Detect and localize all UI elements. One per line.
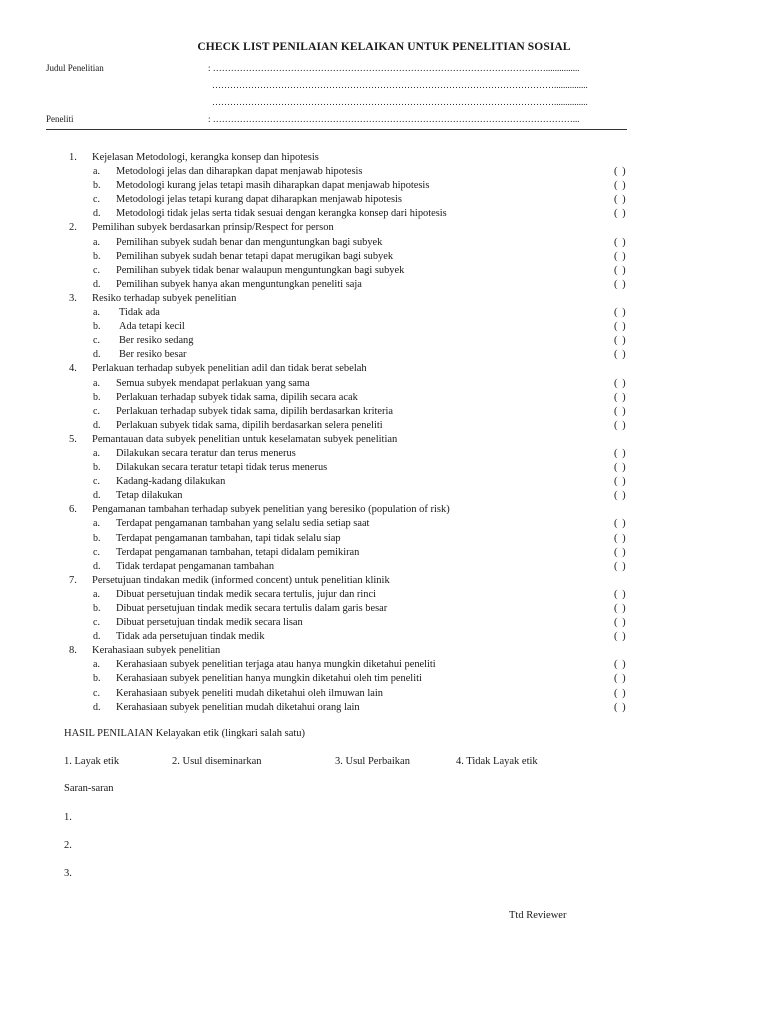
option-checkbox[interactable]: ( ) (614, 462, 627, 474)
option-letter: b. (93, 391, 101, 403)
option-row (0, 461, 768, 475)
option-text: Metodologi kurang jelas tetapi masih diharapkan dapat menjawab hipotesis (116, 180, 430, 192)
option-row (0, 517, 768, 531)
option-text: Ber resiko sedang (119, 335, 194, 347)
option-row (0, 672, 768, 686)
option-letter: c. (93, 264, 100, 276)
option-row (0, 306, 768, 320)
option-checkbox[interactable]: ( ) (614, 194, 627, 206)
option-checkbox[interactable]: ( ) (614, 659, 627, 671)
option-text: Perlakuan terhadap subyek tidak sama, dipilih secara acak (116, 391, 358, 403)
option-checkbox[interactable]: ( ) (614, 631, 627, 643)
option-row (0, 391, 768, 405)
option-checkbox[interactable]: ( ) (614, 321, 627, 333)
option-text: Metodologi tidak jelas serta tidak sesuai dengan kerangka konsep dari hipotesis (116, 208, 447, 220)
section-number: 2. (69, 222, 77, 234)
section-title: Pengamanan tambahan terhadap subyek penelitian yang beresiko (population of risk) (92, 504, 450, 516)
option-letter: c. (93, 476, 100, 488)
option-letter: c. (93, 617, 100, 629)
option-checkbox[interactable]: ( ) (614, 560, 627, 572)
page-title: CHECK LIST PENILAIAN KELAIKAN UNTUK PENELITIAN SOSIAL (197, 41, 571, 53)
section-heading (0, 221, 768, 235)
option-row (0, 658, 768, 672)
option-text: Pemilihan subyek sudah benar dan menguntungkan bagi subyek (116, 236, 383, 248)
option-text: Perlakuan terhadap subyek tidak sama, dipilih berdasarkan kriteria (116, 405, 393, 417)
option-letter: d. (93, 631, 101, 643)
judul-dots-2: ……………………………………………………………………………………………………............... (212, 80, 588, 90)
option-text: Terdapat pengamanan tambahan, tetapi didalam pemikiran (116, 546, 360, 558)
checklist (0, 151, 768, 715)
option-row (0, 179, 768, 193)
option-row (0, 405, 768, 419)
option-letter: d. (93, 419, 101, 431)
option-row (0, 278, 768, 292)
option-row (0, 588, 768, 602)
option-row (0, 546, 768, 560)
section-title: Kejelasan Metodologi, kerangka konsep dan hipotesis (92, 152, 319, 163)
section-title: Perlakuan terhadap subyek penelitian adil dan tidak berat sebelah (92, 363, 367, 375)
section-heading (0, 151, 768, 165)
option-checkbox[interactable]: ( ) (614, 701, 627, 713)
saran-item-2: 2. (64, 840, 72, 851)
option-text: Terdapat pengamanan tambahan yang selalu sedia setiap saat (116, 518, 370, 530)
option-checkbox[interactable]: ( ) (614, 673, 627, 685)
option-row (0, 447, 768, 461)
option-row (0, 193, 768, 207)
option-text: Kadang-kadang dilakukan (116, 476, 226, 488)
option-letter: a. (93, 518, 100, 530)
option-text: Dibuat persetujuan tindak medik secara tertulis, jujur dan rinci (116, 588, 376, 600)
option-text: Dilakukan secara teratur tetapi tidak terus menerus (116, 462, 328, 474)
option-letter: b. (93, 250, 101, 262)
option-letter: b. (93, 673, 101, 685)
option-letter: a. (93, 447, 100, 459)
option-letter: d. (93, 278, 101, 290)
section-title: Resiko terhadap subyek penelitian (92, 292, 237, 304)
judul-dots-1: : …………………………………………………………………………………………………............... (208, 63, 580, 73)
section-title: Persetujuan tindakan medik (informed concent) untuk penelitian klinik (92, 574, 390, 586)
option-letter: c. (93, 687, 100, 699)
option-checkbox[interactable]: ( ) (614, 236, 627, 248)
option-letter: a. (93, 307, 100, 319)
saran-item-1: 1. (64, 812, 72, 823)
option-checkbox[interactable]: ( ) (614, 180, 627, 192)
section-heading (0, 433, 768, 447)
option-checkbox[interactable]: ( ) (614, 166, 627, 178)
option-text: Dilakukan secara teratur dan terus menerus (116, 447, 296, 459)
option-row (0, 377, 768, 391)
option-row (0, 165, 768, 179)
option-letter: a. (93, 377, 100, 389)
option-row (0, 475, 768, 489)
option-checkbox[interactable]: ( ) (614, 208, 627, 220)
option-text: Tidak ada persetujuan tindak medik (116, 631, 265, 643)
option-text: Ada tetapi kecil (119, 321, 185, 333)
option-letter: b. (93, 462, 101, 474)
option-text: Kerahasiaan subyek peneliti mudah diketahui oleh ilmuwan lain (116, 687, 383, 699)
section-number: 5. (69, 433, 77, 445)
option-letter: d. (93, 349, 101, 361)
saran-label: Saran-saran (64, 783, 114, 794)
option-row (0, 250, 768, 264)
peneliti-dots: : …………………………………………………………………………………………………………... (208, 114, 580, 124)
option-text: Pemilihan subyek sudah benar tetapi dapat merugikan bagi subyek (116, 250, 394, 262)
header-divider (46, 129, 627, 130)
reviewer-signature: Ttd Reviewer (509, 910, 567, 921)
section-number: 6. (69, 504, 77, 516)
option-checkbox[interactable]: ( ) (614, 391, 627, 403)
option-text: Semua subyek mendapat perlakuan yang sama (116, 377, 310, 389)
option-letter: b. (93, 321, 101, 333)
option-row (0, 602, 768, 616)
option-letter: c. (93, 405, 100, 417)
section-heading (0, 362, 768, 376)
section-heading (0, 292, 768, 306)
option-checkbox[interactable]: ( ) (614, 490, 627, 502)
option-row (0, 489, 768, 503)
option-checkbox[interactable]: ( ) (614, 307, 627, 319)
option-row (0, 348, 768, 362)
section-title: Kerahasiaan subyek penelitian (92, 645, 221, 657)
option-text: Tetap dilakukan (116, 490, 183, 502)
option-checkbox[interactable]: ( ) (614, 335, 627, 347)
section-number: 3. (69, 292, 77, 304)
option-row (0, 560, 768, 574)
section-heading (0, 503, 768, 517)
section-title: Pemantauan data subyek penelitian untuk keselamatan subyek penelitian (92, 433, 398, 445)
option-row (0, 207, 768, 221)
option-text: Kerahasiaan subyek penelitian terjaga atau hanya mungkin diketahui peneliti (116, 659, 436, 671)
option-row (0, 532, 768, 546)
option-text: Pemilihan subyek hanya akan menguntungkan peneliti saja (116, 278, 362, 290)
option-letter: a. (93, 166, 100, 178)
option-letter: d. (93, 208, 101, 220)
option-checkbox[interactable]: ( ) (614, 617, 627, 629)
option-text: Kerahasiaan subyek penelitian mudah diketahui orang lain (116, 701, 360, 713)
option-checkbox[interactable]: ( ) (614, 447, 627, 459)
option-letter: d. (93, 560, 101, 572)
peneliti-label: Peneliti (46, 114, 74, 124)
section-heading (0, 574, 768, 588)
option-checkbox[interactable]: ( ) (614, 687, 627, 699)
judul-dots-3: ……………………………………………………………………………………………………............... (212, 97, 588, 107)
judul-label: Judul Penelitian (46, 63, 104, 73)
option-letter: a. (93, 659, 100, 671)
option-letter: c. (93, 194, 100, 206)
hasil-choice-4[interactable]: 4. Tidak Layak etik (456, 756, 538, 767)
option-checkbox[interactable]: ( ) (614, 603, 627, 614)
option-letter: c. (93, 335, 100, 347)
hasil-choice-2[interactable]: 2. Usul diseminarkan (172, 756, 262, 767)
option-checkbox[interactable]: ( ) (614, 377, 627, 389)
section-title: Pemilihan subyek berdasarkan prinsip/Respect for person (92, 222, 334, 234)
option-letter: c. (93, 546, 100, 558)
option-letter: a. (93, 236, 100, 248)
option-text: Metodologi jelas tetapi kurang dapat diharapkan menjawab hipotesis (116, 194, 402, 206)
option-letter: b. (93, 180, 101, 192)
option-checkbox[interactable]: ( ) (614, 349, 627, 361)
section-number: 8. (69, 645, 77, 657)
option-text: Pemilihan subyek tidak benar walaupun menguntungkan bagi subyek (116, 264, 405, 276)
option-row (0, 236, 768, 250)
option-checkbox[interactable]: ( ) (614, 546, 627, 558)
option-text: Ber resiko besar (119, 349, 187, 361)
option-row (0, 630, 768, 644)
option-text: Dibuat persetujuan tindak medik secara lisan (116, 617, 303, 629)
saran-item-3: 3. (64, 868, 72, 879)
option-checkbox[interactable]: ( ) (614, 278, 627, 290)
option-letter: d. (93, 490, 101, 502)
option-row (0, 701, 768, 715)
option-checkbox[interactable]: ( ) (614, 264, 627, 276)
option-row (0, 616, 768, 630)
option-checkbox[interactable]: ( ) (614, 250, 627, 262)
hasil-heading: HASIL PENILAIAN Kelayakan etik (lingkari salah satu) (64, 728, 306, 739)
option-text: Terdapat pengamanan tambahan, tapi tidak selalu siap (116, 532, 341, 544)
option-checkbox[interactable]: ( ) (614, 518, 627, 530)
option-checkbox[interactable]: ( ) (614, 476, 627, 488)
option-checkbox[interactable]: ( ) (614, 405, 627, 417)
option-letter: b. (93, 603, 101, 614)
option-checkbox[interactable]: ( ) (614, 419, 627, 431)
section-number: 1. (69, 152, 77, 163)
option-row (0, 419, 768, 433)
option-text: Perlakuan subyek tidak sama, dipilih berdasarkan selera peneliti (116, 419, 383, 431)
option-text: Tidak ada (119, 307, 160, 319)
hasil-choice-1[interactable]: 1. Layak etik (64, 756, 120, 767)
option-text: Tidak terdapat pengamanan tambahan (116, 560, 275, 572)
option-checkbox[interactable]: ( ) (614, 532, 627, 544)
option-checkbox[interactable]: ( ) (614, 588, 627, 600)
option-letter: a. (93, 588, 100, 600)
option-text: Metodologi jelas dan diharapkan dapat menjawab hipotesis (116, 166, 363, 178)
option-row (0, 334, 768, 348)
hasil-choice-3[interactable]: 3. Usul Perbaikan (335, 756, 410, 767)
section-number: 4. (69, 363, 77, 375)
option-text: Dibuat persetujuan tindak medik secara tertulis dalam garis besar (116, 603, 388, 614)
option-letter: d. (93, 701, 101, 713)
section-number: 7. (69, 574, 77, 586)
section-heading (0, 644, 768, 658)
option-letter: b. (93, 532, 101, 544)
option-row (0, 320, 768, 334)
option-row (0, 264, 768, 278)
option-text: Kerahasiaan subyek penelitian hanya mungkin diketahui oleh tim peneliti (116, 673, 422, 685)
option-row (0, 687, 768, 701)
